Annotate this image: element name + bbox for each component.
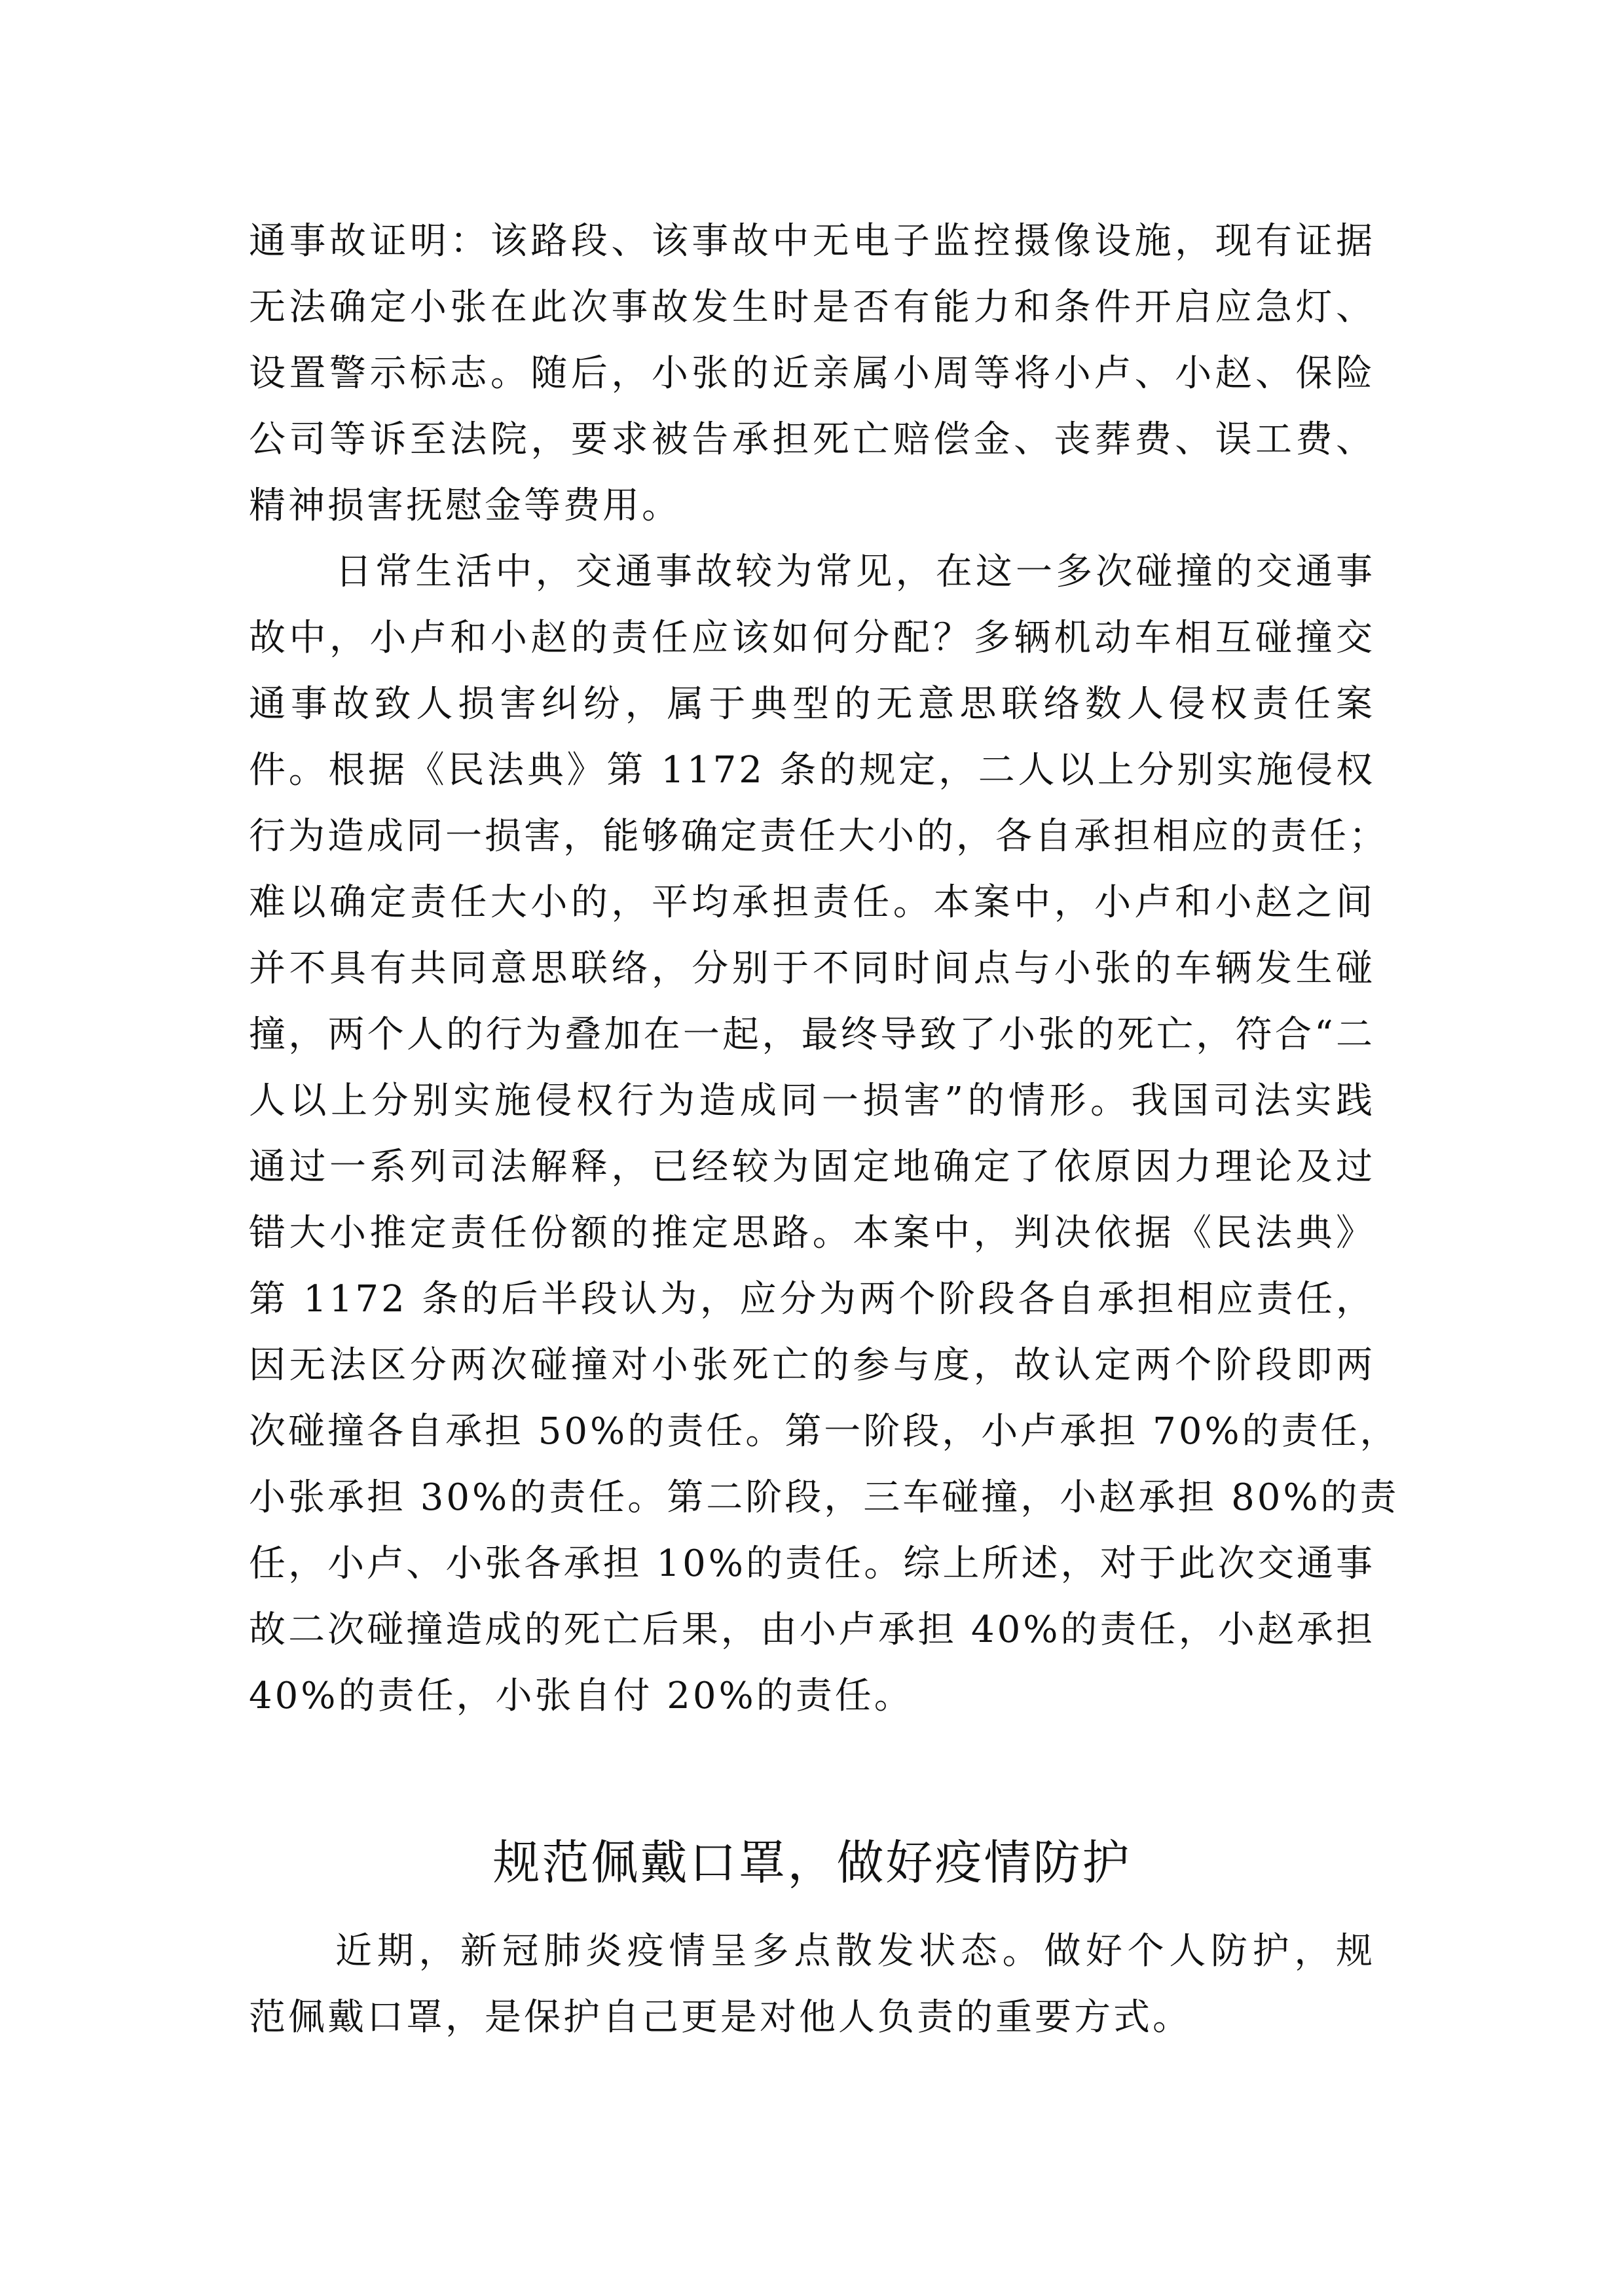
text-line: 件。根据《民法典》第 1172 条的规定，二人以上分别实施侵权 — [249, 749, 1375, 792]
text-line: 撞，两个人的行为叠加在一起，最终导致了小张的死亡，符合“二 — [249, 1013, 1375, 1056]
text-line: 难以确定责任大小的，平均承担责任。本案中，小卢和小赵之间 — [249, 881, 1375, 924]
text-line: 范佩戴口罩，是保护自己更是对他人负责的重要方式。 — [249, 1996, 1192, 2039]
text-line: 故二次碰撞造成的死亡后果，由小卢承担 40%的责任，小赵承担 — [249, 1609, 1375, 1651]
text-line: 因无法区分两次碰撞对小张死亡的参与度，故认定两个阶段即两 — [249, 1344, 1375, 1387]
text-line: 任，小卢、小张各承担 10%的责任。综上所述，对于此次交通事 — [249, 1542, 1375, 1585]
text-line: 日常生活中，交通事故较为常见，在这一多次碰撞的交通事 — [335, 551, 1375, 593]
text-line: 通事故致人损害纠纷，属于典型的无意思联络数人侵权责任案 — [249, 683, 1375, 725]
text-line: 通过一系列司法解释，已经较为固定地确定了依原因力理论及过 — [249, 1146, 1375, 1188]
text-line: 错大小推定责任份额的推定思路。本案中，判决依据《民法典》 — [249, 1212, 1375, 1254]
text-line: 行为造成同一损害，能够确定责任大小的，各自承担相应的责任； — [249, 815, 1388, 858]
text-line: 精神损害抚慰金等费用。 — [249, 484, 681, 527]
text-line: 故中，小卢和小赵的责任应该如何分配？多辆机动车相互碰撞交 — [249, 617, 1375, 659]
text-line: 近期，新冠肺炎疫情呈多点散发状态。做好个人防护，规 — [335, 1930, 1375, 1973]
paragraph-liability-analysis — [249, 539, 1399, 1729]
paragraph-accident-facts — [249, 208, 1375, 539]
text-line: 无法确定小张在此次事故发生时是否有能力和条件开启应急灯、 — [249, 286, 1375, 329]
text-line: 次碰撞各自承担 50%的责任。第一阶段，小卢承担 70%的责任， — [249, 1410, 1399, 1453]
text-line: 通事故证明：该路段、该事故中无电子监控摄像设施，现有证据 — [249, 220, 1375, 263]
text-line: 人以上分别实施侵权行为造成同一损害”的情形。我国司法实践 — [249, 1080, 1375, 1122]
text-line: 并不具有共同意思联络，分别于不同时间点与小张的车辆发生碰 — [249, 947, 1375, 990]
section-heading: 规范佩戴口罩，做好疫情防护 — [492, 1835, 1132, 1890]
text-line: 第 1172 条的后半段认为，应分为两个阶段各自承担相应责任， — [249, 1278, 1375, 1321]
text-line: 小张承担 30%的责任。第二阶段，三车碰撞，小赵承担 80%的责 — [249, 1476, 1399, 1519]
text-line: 公司等诉至法院，要求被告承担死亡赔偿金、丧葬费、误工费、 — [249, 418, 1375, 461]
text-line: 设置警示标志。随后，小张的近亲属小周等将小卢、小赵、保险 — [249, 352, 1375, 395]
text-line: 40%的责任，小张自付 20%的责任。 — [249, 1675, 913, 1717]
paragraph-mask-guidance — [249, 1918, 1375, 2050]
